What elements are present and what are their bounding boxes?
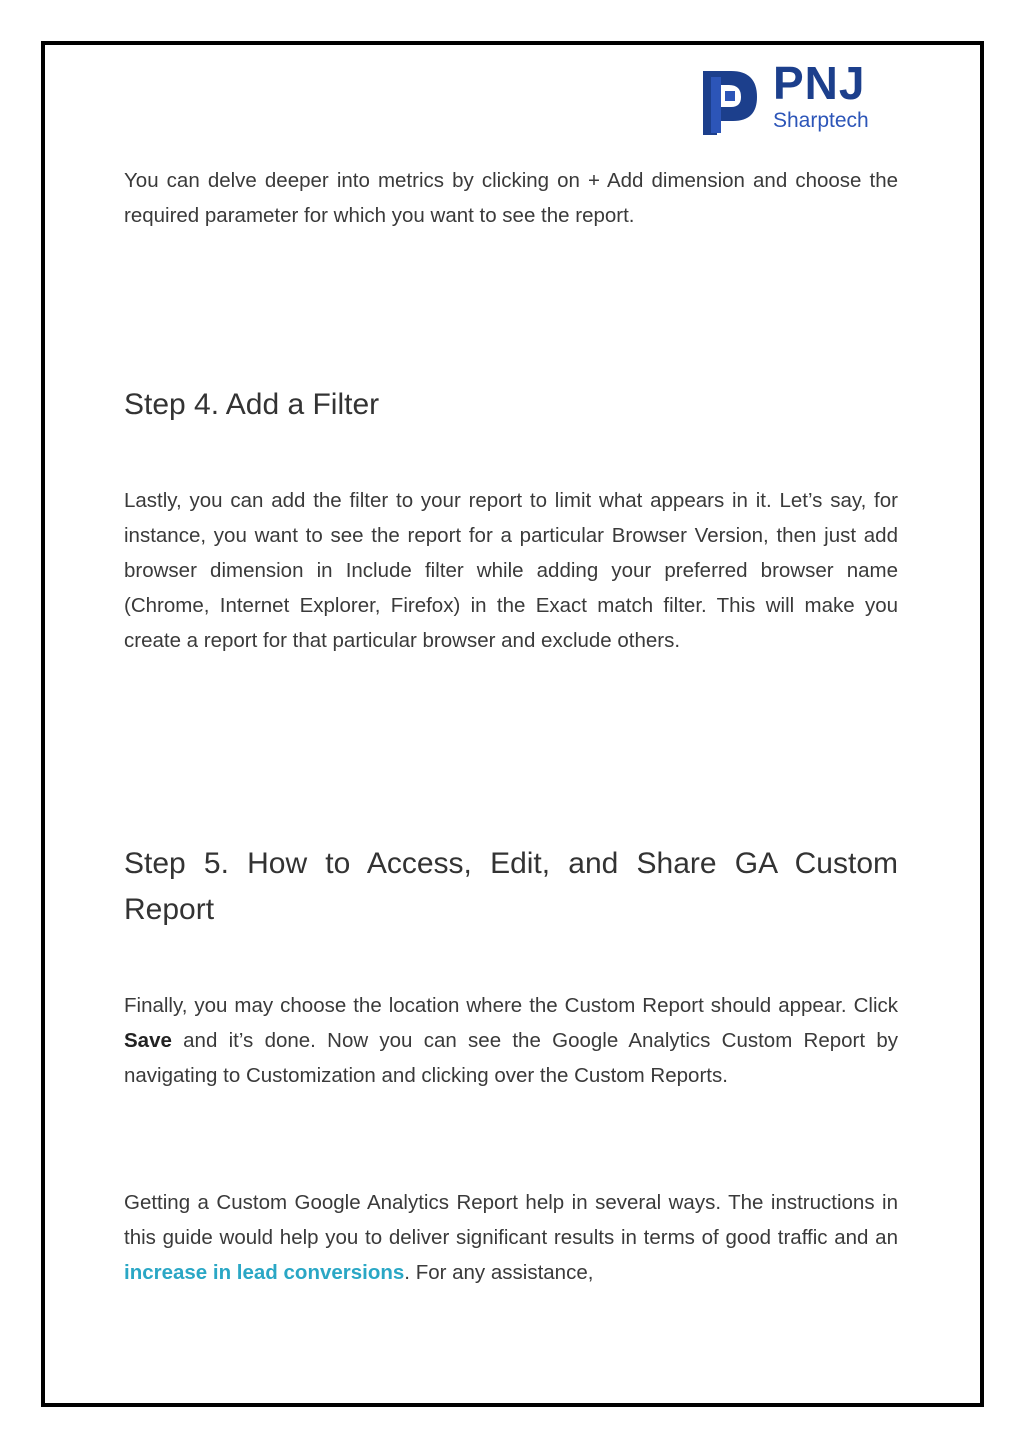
step4-paragraph: Lastly, you can add the filter to your report to limit what appears in it. Let’s say, for instance, you want to see the report for a particular Browser Version, then just add browser dimension in Include filter while adding your preferred browser name (Chrome, Internet Explorer, Firefox) in the Exact match filter. This will make you create a report for that particular browser and exclude others. (124, 489, 898, 652)
step5-text-end: and it’s done. Now you can see the Google Analytics Custom Report by navigating to Customization and clicking over the Custom Reports. (124, 1029, 898, 1087)
lead-conversions-link[interactable]: increase in lead conversions (124, 1261, 405, 1284)
save-keyword: Save (124, 1029, 172, 1052)
step5-heading-line2: Report (124, 893, 215, 926)
step5-paragraph (124, 988, 898, 1093)
closing-text-start: Getting a Custom Google Analytics Report help in several ways. The instructions in this guide would help you to deliver significant results in terms of good traffic and an (124, 1191, 898, 1249)
closing-text-end: . For any assistance, (404, 1261, 594, 1284)
logo-wordmark: PNJ (773, 57, 866, 109)
logo-tagline: Sharptech (773, 109, 869, 132)
intro-paragraph: You can delve deeper into metrics by clicking on + Add dimension and choose the required parameter for which you want to see the report. (124, 169, 898, 227)
pnj-logo-icon (697, 63, 763, 139)
step5-heading-line1: Step 5. How to Access, Edit, and Share GA Custom (124, 847, 898, 880)
step4-heading: Step 4. Add a Filter (124, 388, 380, 421)
company-logo (697, 57, 897, 141)
step5-text-start: Finally, you may choose the location where the Custom Report should appear. Click (124, 994, 898, 1017)
closing-paragraph (124, 1185, 898, 1290)
